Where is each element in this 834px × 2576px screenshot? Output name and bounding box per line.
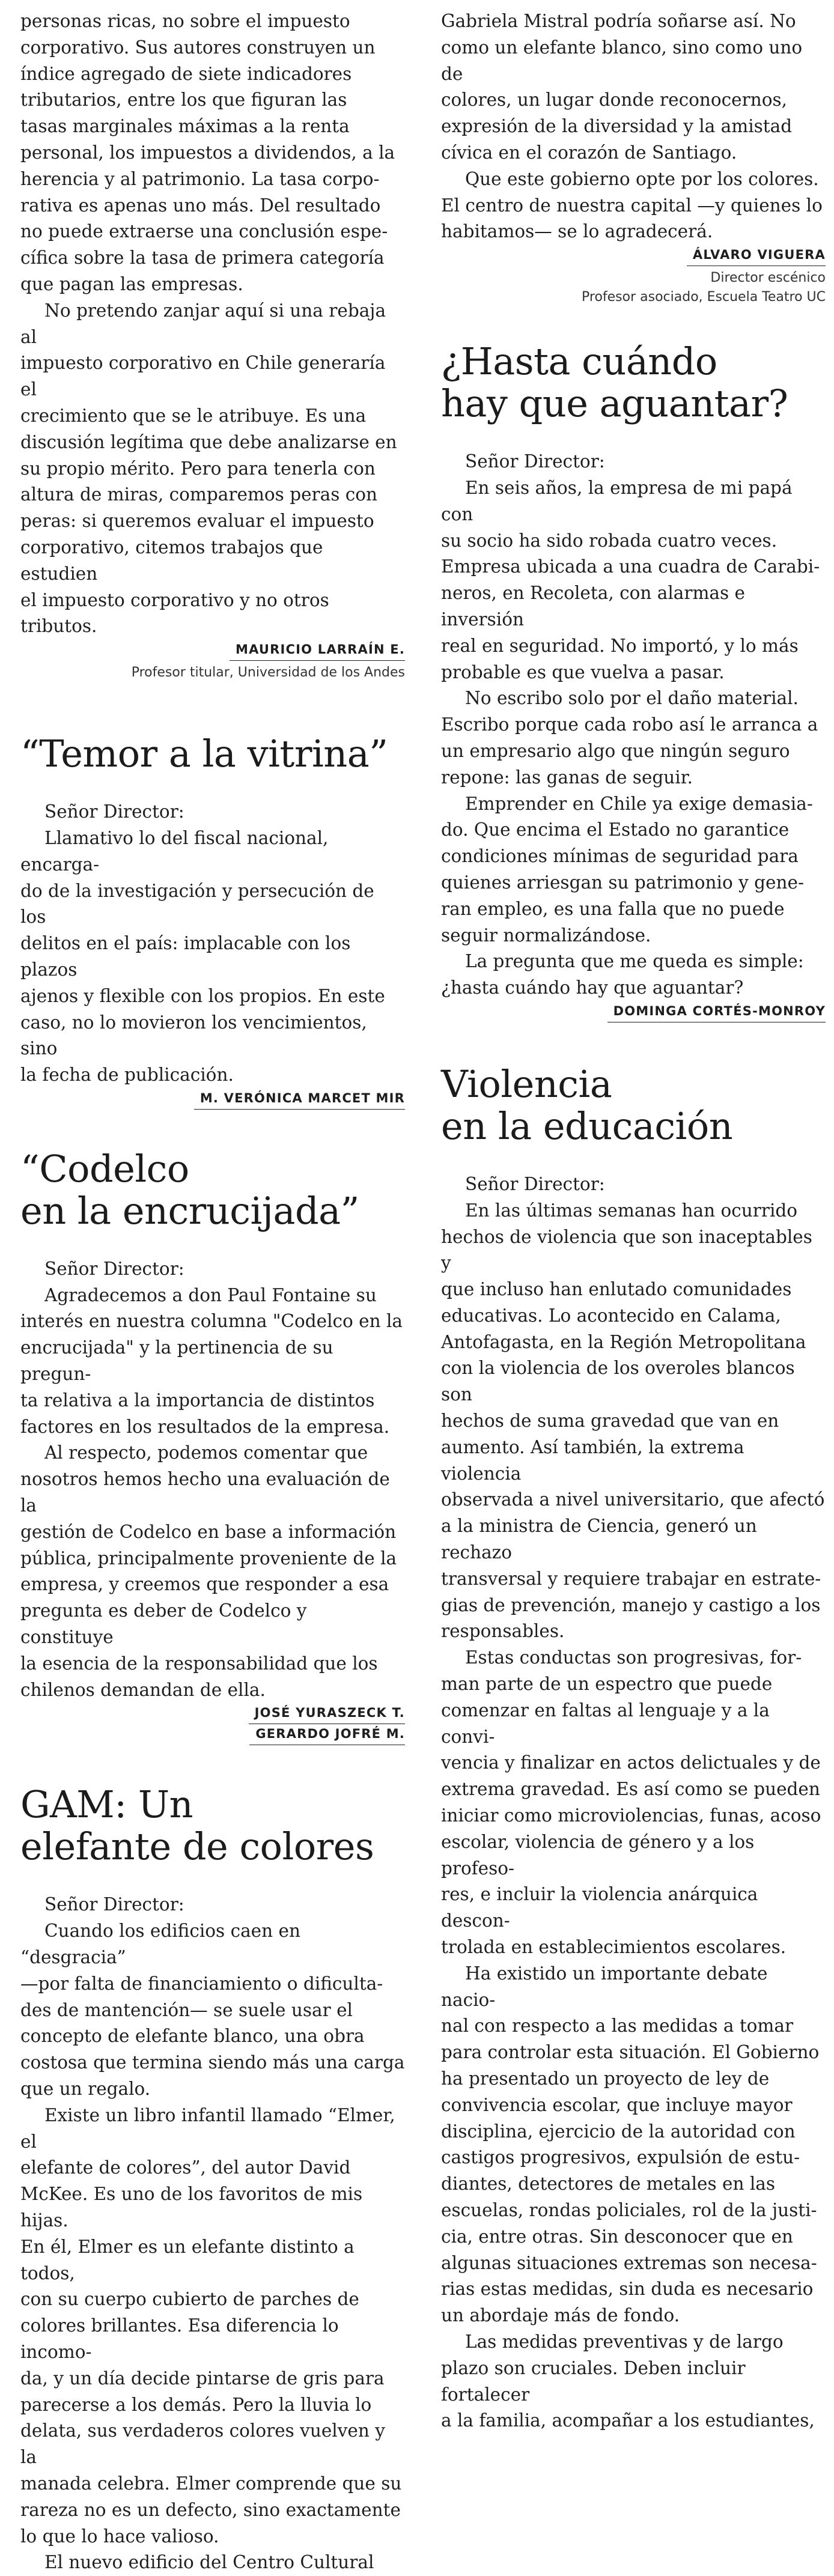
text-line: Que este gobierno opte por los colores. (465, 168, 819, 189)
author-role: Profesor titular, Universidad de los Andes (131, 665, 405, 681)
letter-tax (20, 8, 405, 682)
text-line: algunas situaciones extremas son necesa- (441, 2252, 817, 2273)
paragraph (20, 2550, 405, 2576)
text-line: nal con respecto a las medidas a tomar (441, 2016, 794, 2037)
signature-block (441, 248, 826, 307)
text-line: parecerse a los demás. Pero la lluvia lo (20, 2394, 372, 2415)
paragraph (20, 1918, 405, 2103)
paragraph (441, 1961, 826, 2329)
letter-body (20, 825, 405, 1089)
text-line: rativa es apenas uno más. Del resultado (20, 195, 381, 216)
text-line: iniciar como microviolencias, funas, acoso (441, 1805, 821, 1826)
text-line: empresa, y creemos que responder a esa (20, 1574, 389, 1595)
text-line: En las últimas semanas han ocurrido (465, 1200, 798, 1221)
text-line: cia, entre otras. Sin desconocer que en (441, 2226, 793, 2247)
text-line: Existe un libro infantil llamado “Elmer, el (20, 2104, 395, 2152)
text-line: educativas. Lo acontecido en Calama, (441, 1305, 781, 1326)
text-line: El nuevo edificio del Centro Cultural (44, 2552, 374, 2573)
text-line: man parte de un espectro que puede (441, 1674, 773, 1695)
text-line: no puede extraerse una conclusión espe- (20, 221, 388, 242)
text-line: herencia y al patrimonio. La tasa corpo- (20, 168, 380, 189)
text-line: plazo son cruciales. Deben incluir fortalecer (441, 2357, 746, 2405)
text-line: diantes, detectores de metales en las (441, 2174, 775, 2195)
text-line: hechos de suma gravedad que van en (441, 1411, 779, 1432)
text-line: do. Que encima el Estado no garantice (441, 819, 790, 840)
text-line: do de la investigación y persecución de los (20, 880, 374, 928)
letter-body (441, 1198, 826, 2434)
text-line: chilenos demandan de ella. (20, 1679, 266, 1700)
text-line: personal, los impuestos a dividendos, a la (20, 142, 395, 163)
text-line: disciplina, ejercicio de la autoridad con (441, 2121, 796, 2142)
text-line: encrucijada" y la pertinencia de su pregun- (20, 1337, 333, 1385)
letter-headline (20, 1148, 405, 1232)
text-line: peras: si queremos evaluar el impuesto (20, 511, 374, 532)
text-line: pregunta es deber de Codelco y constituye (20, 1600, 307, 1648)
text-line: Las medidas preventivas y de largo (465, 2331, 784, 2352)
text-line: quienes arriesgan su patrimonio y gene- (441, 872, 804, 893)
text-line: ran empleo, es una falla que no puede (441, 898, 785, 919)
text-line: castigos progresivos, expulsión de estu- (441, 2147, 800, 2168)
text-line: Ha existido un importante debate nacio- (441, 1963, 768, 2010)
text-line: Estas conductas son progresivas, for- (465, 1647, 802, 1668)
paragraph (441, 8, 826, 166)
text-line: escuelas, rondas policiales, rol de la justi- (441, 2199, 817, 2220)
signature-block (20, 1706, 405, 1748)
text-line: lo que lo hace valioso. (20, 2526, 219, 2547)
letter-aguantar (441, 341, 826, 1025)
paragraph (441, 2329, 826, 2434)
headline-line: GAM: Un (20, 1782, 193, 1827)
paragraph (20, 1440, 405, 1703)
text-line: da, y un día decide pintarse de gris para (20, 2368, 385, 2389)
text-line: convivencia escolar, que incluye mayor (441, 2094, 793, 2115)
text-line: un abordaje más de fondo. (441, 2305, 680, 2326)
text-line: hechos de violencia que son inaceptables y (441, 1226, 812, 1274)
headline-line: en la educación (441, 1104, 733, 1148)
text-line: con la violencia de los overoles blancos son (441, 1358, 795, 1405)
text-line: índice agregado de siete indicadores (20, 63, 352, 84)
text-line: altura de miras, comparemos peras con (20, 484, 378, 505)
text-line: como un elefante blanco, sino como uno de (441, 37, 803, 84)
text-line: aumento. Así también, la extrema violencia (441, 1436, 744, 1484)
text-line: expresión de la diversidad y la amistad (441, 116, 793, 137)
letter-body (20, 1918, 405, 2576)
paragraph (20, 2103, 405, 2550)
salutation: Señor Director: (465, 1173, 605, 1194)
letter-gam (20, 1784, 405, 2576)
text-line: costosa que termina siendo más una carga (20, 2052, 405, 2073)
text-line: des de mantención— se suele usar el (20, 1999, 353, 2020)
text-line: delata, sus verdaderos colores vuelven y la (20, 2420, 385, 2468)
text-line: gestión de Codelco en base a información (20, 1521, 397, 1542)
text-line: el impuesto corporativo y no otros tributos. (20, 589, 329, 637)
text-line: que pagan las empresas. (20, 273, 243, 294)
text-line: a la familia, acompañar a los estudiantes, (441, 2410, 815, 2431)
paragraph (441, 475, 826, 685)
text-line: factores en los resultados de la empresa. (20, 1416, 390, 1437)
paragraph (20, 298, 405, 640)
paragraph (441, 166, 826, 245)
text-line: manada celebra. Elmer comprende que su (20, 2473, 402, 2494)
text-line: responsables. (441, 1621, 565, 1642)
signature-block (20, 642, 405, 682)
text-line: con su cuerpo cubierto de parches de (20, 2289, 359, 2310)
text-line: escolar, violencia de género y a los profeso- (441, 1831, 755, 1879)
text-line: res, e incluir la violencia anárquica descon- (441, 1884, 758, 1931)
text-line: rareza no es un defecto, sino exactamente (20, 2499, 401, 2520)
text-line: ajenos y flexible con los propios. En este (20, 985, 385, 1006)
text-line: observada a nivel universitario, que afectó (441, 1489, 825, 1510)
text-line: Agradecemos a don Paul Fontaine su (44, 1284, 377, 1305)
right-column (441, 8, 826, 2434)
letter-headline (20, 1784, 405, 1868)
text-line: corporativo, citemos trabajos que estudien (20, 536, 323, 584)
letter-headline (441, 341, 826, 425)
text-line: su propio mérito. Pero para tenerla con (20, 458, 376, 479)
salutation: Señor Director: (465, 451, 605, 472)
text-line: gias de prevención, manejo y castigo a los (441, 1594, 821, 1615)
text-line: Al respecto, podemos comentar que (44, 1442, 368, 1463)
text-line: colores, un lugar donde reconocernos, (441, 90, 788, 111)
letter-body (20, 8, 405, 640)
text-line: delitos en el país: implacable con los plazos (20, 933, 351, 980)
text-line: Cuando los edificios caen en “desgracia” (20, 1921, 300, 1968)
paragraph (441, 1198, 826, 1645)
text-line: personas ricas, no sobre el impuesto (20, 11, 350, 31)
letter-body (441, 8, 826, 245)
text-line: habitamos— se lo agradecerá. (441, 221, 713, 242)
left-column (20, 8, 405, 2576)
paragraph (20, 825, 405, 1089)
letter-gam-continuation (441, 8, 826, 307)
text-line: la esencia de la responsabilidad que los (20, 1653, 378, 1674)
text-line: cífica sobre la tasa de primera categoría (20, 248, 385, 269)
signature-block (20, 1091, 405, 1112)
text-line: neros, en Recoleta, con alarmas e inversión (441, 583, 745, 630)
author-signature: GERARDO JOFRÉ M. (249, 1727, 405, 1745)
text-line: transversal y requiere trabajar en estrate- (441, 1568, 821, 1589)
text-line: colores brillantes. Esa diferencia lo incomo- (20, 2315, 339, 2362)
text-line: En seis años, la empresa de mi papá con (441, 477, 793, 524)
text-line: Emprender en Chile ya exige demasia- (465, 793, 813, 814)
text-line: pública, principalmente proveniente de la (20, 1548, 397, 1569)
letter-body (441, 475, 826, 1001)
text-line: ta relativa a la importancia de distintos (20, 1390, 375, 1411)
author-signature: DOMINGA CORTÉS-MONROY (607, 1004, 826, 1022)
author-signature: MAURICIO LARRAÍN E. (230, 642, 405, 661)
text-line: El centro de nuestra capital —y quienes lo (441, 195, 823, 216)
text-line: tasas marginales máximas a la renta (20, 116, 350, 137)
text-line: para controlar esta situación. El Gobierno (441, 2042, 820, 2063)
text-line: a la ministra de Ciencia, generó un rechazo (441, 1516, 757, 1563)
salutation: Señor Director: (44, 801, 184, 822)
author-signature: JOSÉ YURASZECK T. (249, 1706, 405, 1724)
text-line: Escribo porque cada robo así le arranca a (441, 714, 818, 735)
text-line: un empresario algo que ningún seguro (441, 740, 790, 761)
author-role: Director escénico (710, 270, 826, 286)
paragraph (20, 1283, 405, 1441)
text-line: que incluso han enlutado comunidades (441, 1279, 792, 1300)
text-line: Gabriela Mistral podría soñarse así. No (441, 11, 796, 31)
headline-line: “Codelco (20, 1146, 189, 1191)
salutation: Señor Director: (44, 1894, 184, 1915)
text-line: tributarios, entre los que figuran las (20, 90, 347, 111)
text-line: Antofagasta, en la Región Metropolitana (441, 1331, 806, 1352)
letter-headline: “Temor a la vitrina” (20, 732, 388, 776)
paragraph (441, 791, 826, 949)
text-line: En él, Elmer es un elefante distinto a todos, (20, 2236, 355, 2283)
text-line: interés en nuestra columna "Codelco en la (20, 1311, 403, 1332)
paragraph (441, 1645, 826, 1961)
letter-headline (441, 1063, 826, 1147)
author-role: Profesor asociado, Escuela Teatro UC (582, 290, 826, 305)
text-line: ha presentado un proyecto de ley de (441, 2068, 770, 2089)
headline-line: hay que aguantar? (441, 381, 788, 426)
text-line: probable es que vuelva a pasar. (441, 661, 725, 682)
text-line: La pregunta que me queda es simple: (465, 951, 804, 972)
paragraph (20, 8, 405, 298)
text-line: No escribo solo por el daño material. (465, 688, 799, 709)
text-line: impuesto corporativo en Chile generaría el (20, 353, 386, 400)
letter-codelco (20, 1148, 405, 1748)
text-line: crecimiento que se le atribuye. Es una (20, 405, 367, 426)
text-line: repone: las ganas de seguir. (441, 767, 693, 788)
text-line: caso, no lo movieron los vencimientos, sino (20, 1012, 367, 1059)
author-signature: M. VERÓNICA MARCET MIR (194, 1091, 405, 1110)
text-line: que un regalo. (20, 2079, 151, 2100)
letter-vitrina (20, 733, 405, 1112)
paragraph (441, 685, 826, 791)
headline-line: elefante de colores (20, 1824, 374, 1869)
text-line: Empresa ubicada a una cuadra de Carabi- (441, 556, 820, 577)
text-line: la fecha de publicación. (20, 1065, 234, 1086)
paragraph (441, 949, 826, 1001)
text-line: McKee. Es uno de los favoritos de mis hijas. (20, 2184, 363, 2231)
text-line: —por falta de financiamiento o dificulta- (20, 1973, 383, 1994)
letter-violencia (441, 1063, 826, 2434)
letter-body (20, 1283, 405, 1704)
text-line: condiciones mínimas de seguridad para (441, 846, 799, 867)
text-line: cívica en el corazón de Santiago. (441, 142, 737, 163)
text-line: concepto de elefante blanco, una obra (20, 2026, 365, 2047)
text-line: No pretendo zanjar aquí si una rebaja al (20, 300, 386, 347)
text-line: seguir normalizándose. (441, 925, 651, 946)
text-line: corporativo. Sus autores construyen un (20, 37, 376, 58)
author-signature: ÁLVARO VIGUERA (687, 248, 826, 266)
text-line: discusión legítima que debe analizarse en (20, 431, 397, 452)
text-line: Llamativo lo del fiscal nacional, encarga- (20, 827, 329, 875)
text-line: nosotros hemos hecho una evaluación de la (20, 1469, 390, 1516)
signature-block (441, 1004, 826, 1025)
text-line: comenzar en faltas al lenguaje y a la convi- (441, 1700, 770, 1747)
text-line: su socio ha sido robada cuatro veces. (441, 530, 778, 551)
text-line: rias estas medidas, sin duda es necesario (441, 2279, 814, 2300)
headline-line: ¿Hasta cuándo (441, 339, 717, 384)
headline-line: Violencia (441, 1062, 612, 1106)
text-line: trolada en establecimientos escolares. (441, 1937, 787, 1958)
text-line: ¿hasta cuándo hay que aguantar? (441, 977, 744, 998)
text-line: elefante de colores”, del autor David (20, 2157, 351, 2178)
headline-line: en la encrucijada” (20, 1188, 359, 1233)
salutation: Señor Director: (44, 1258, 184, 1279)
text-line: real en seguridad. No importó, y lo más (441, 635, 799, 656)
text-line: vencia y finalizar en actos delictuales y de (441, 1752, 821, 1773)
text-line: extrema gravedad. Es así como se pueden (441, 1779, 820, 1800)
